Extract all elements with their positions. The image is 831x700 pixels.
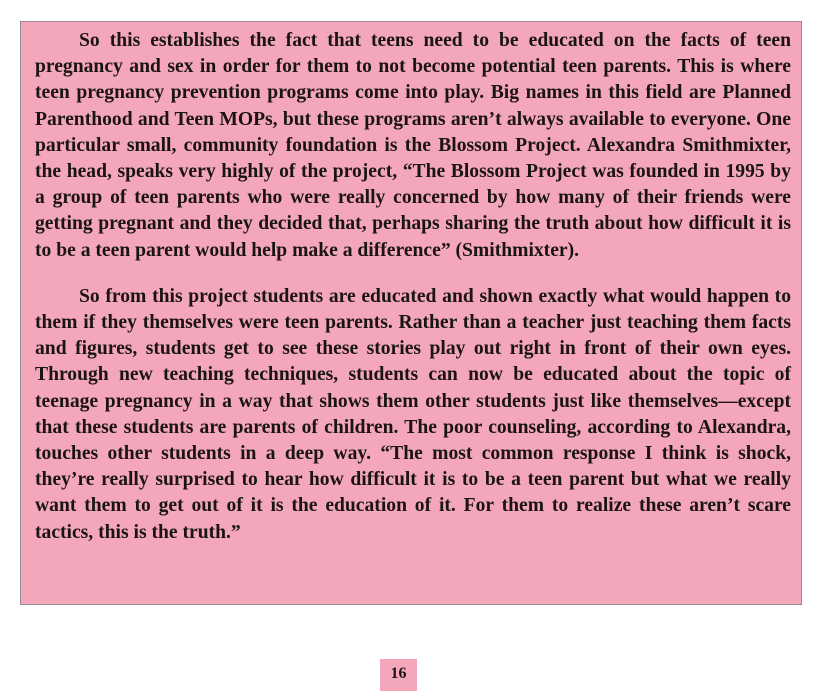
paragraph-2: So from this project students are educated and shown exactly what would happen to them if they themselves were teen parents. Rather than a teacher just teaching them facts and figures, students get to see these stories play out right in front of their own eyes. Through new teaching techniques, students can now be educated about the topic of teenage pregnancy in a way that shows them other students just like themselves—except that these students are parents of children. The poor counseling, according to Alexandra, touches other students in a deep way. “The most common response I think is shock, they’re really surprised to hear how difficult it is to be a teen parent but what we really want them to get out of it is the education of it. For them to realize these aren’t scare tactics, this is the truth.” bbox=[35, 285, 791, 543]
text-box bbox=[20, 21, 802, 605]
paragraph-1: So this establishes the fact that teens need to be educated on the facts of teen pregnancy and sex in order for them to not become potential teen parents. This is where teen pregnancy prevention programs come into play. Big names in this field are Planned Parenthood and Teen MOPs, but these programs aren’t always available to everyone. One particular small, community foundation is the Blossom Project. Alexandra Smithmixter, the head, speaks very highly of the project, “The Blossom Project was founded in 1995 by a group of teen parents who were really concerned by how many of their friends were getting pregnant and they decided that, perhaps sharing the truth about how difficult it is to be a teen parent would help make a difference” (Smithmixter). bbox=[35, 30, 791, 261]
page-number: 16 bbox=[380, 659, 417, 691]
